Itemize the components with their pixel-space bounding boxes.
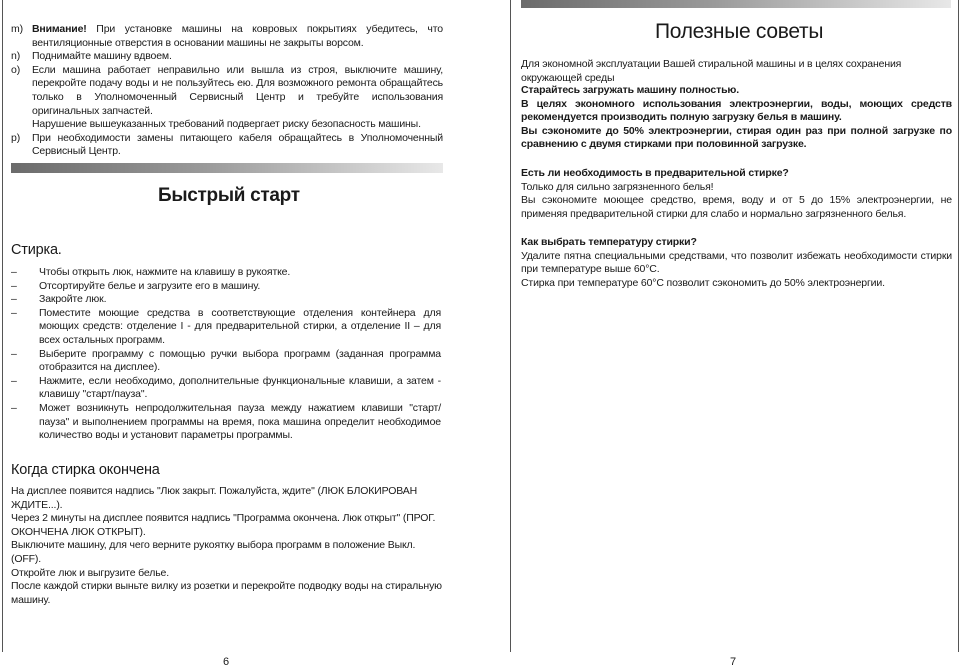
- tip-line: Только для сильно загрязненного белья!: [521, 180, 714, 193]
- wash-step-text: Может возникнуть непродолжительная пауза между нажатием клавиши "старт/пауза" и выполнением программы на время, пока машина определит необходимое количество воды и установит параметры программы.: [39, 401, 441, 442]
- warning-marker: n): [11, 50, 21, 63]
- done-line: Откройте люк и выгрузите белье.: [11, 566, 170, 579]
- right-page-border-left: [510, 0, 511, 652]
- page-number-left: 6: [223, 656, 230, 668]
- done-line: После каждой стирки выньте вилку из розетки и перекройте подводку воды на стиральную машину.: [11, 580, 442, 606]
- dash-marker: –: [11, 266, 17, 278]
- tip-line: Старайтесь загружать машину полностью.: [521, 84, 739, 96]
- warning-text: Поднимайте машину вдвоем.: [32, 50, 172, 63]
- tip-line: Удалите пятна специальными средствами, что позволит избежать необходимости стирки при температуре выше 60°C.: [521, 249, 952, 276]
- right-page: [480, 0, 960, 667]
- tip-full-load: [521, 84, 952, 152]
- tips-intro: Для экономной эксплуатации Вашей стиральной машины и в целях сохранения окружающей среды: [521, 58, 902, 84]
- tip-question: Как выбрать температуру стирки?: [521, 236, 697, 248]
- left-page: [0, 0, 480, 667]
- wash-step-item: [11, 307, 441, 348]
- wash-step-item: [11, 402, 441, 443]
- warning-text: При необходимости замены питающего кабеля обращайтесь в Уполномоченный Сервисный Центр.: [32, 131, 443, 158]
- wash-step-text: Поместите моющие средства в соответствующие отделения контейнера для моющих средств: отделение I - для предварительной стирки, а отделение II – для всех остальных программ.: [39, 306, 441, 346]
- done-line: Выключите машину, для чего верните рукоятку выбора программ в положение Выкл. (OFF).: [11, 539, 416, 565]
- tip-line: Вы сэкономите до 50% электроэнергии, стирая один раз при полной загрузке по сравнению с двумя стирками при половинной загрузке.: [521, 124, 952, 151]
- wash-step-text: Выберите программу с помощью ручки выбора программ (заданная программа отобразится на дисплее).: [39, 347, 441, 374]
- dash-marker: –: [11, 401, 17, 414]
- dash-marker: –: [11, 374, 17, 387]
- tip-prewash: [521, 167, 952, 221]
- wash-step-item: [11, 375, 441, 402]
- wash-step-text: Закройте люк.: [39, 293, 107, 306]
- tip-line: Стирка при температуре 60°C позволит сэкономить до 50% электроэнергии.: [521, 276, 885, 289]
- warning-text: При установке машины на ковровых покрытиях убедитесь, что вентиляционные отверстия в основании машины не закрыты ворсом.: [32, 23, 443, 49]
- risk-note: [11, 118, 443, 132]
- wash-steps-list: [11, 266, 441, 443]
- tips-title: Полезные советы: [655, 20, 824, 43]
- dash-marker: –: [11, 306, 17, 319]
- tip-line: В целях экономного использования электроэнергии, воды, моющих средств рекомендуется производить полную загрузку белья в машину.: [521, 97, 952, 124]
- top-divider-bar: [521, 0, 951, 8]
- wash-step-text: Нажмите, если необходимо, дополнительные функциональные клавиши, а затем - клавишу "старт/пауза".: [39, 374, 441, 401]
- wash-step-item: [11, 293, 441, 307]
- right-page-border-right: [958, 0, 959, 652]
- page-number-right: 7: [730, 656, 737, 668]
- done-line: На дисплее появится надпись "Люк закрыт. Пожалуйста, ждите" (ЛЮК БЛОКИРОВАН ЖДИТЕ...).: [11, 485, 418, 511]
- tip-question: Есть ли необходимость в предварительной стирке?: [521, 167, 789, 179]
- warnings-block: [11, 23, 443, 159]
- risk-note-text: Нарушение вышеуказанных требований подвергает риску безопасность машины.: [32, 118, 421, 131]
- wash-step-item: [11, 348, 441, 375]
- warning-marker: m): [11, 23, 23, 35]
- done-lines: [11, 485, 446, 607]
- wash-step-item: [11, 280, 441, 294]
- tip-line: Вы сэкономите моющее средство, время, воду и от 5 до 15% электроэнергии, не применяя предварительной стирки для слабо и нормально загрязненного белья.: [521, 194, 952, 220]
- wash-heading: Стирка.: [11, 242, 62, 258]
- wash-step-text: Отсортируйте белье и загрузите его в машину.: [39, 279, 261, 292]
- warning-marker: o): [11, 63, 21, 76]
- warning-attention: Внимание!: [32, 23, 87, 35]
- warning-marker: p): [11, 131, 21, 144]
- section-divider-bar: [11, 163, 443, 173]
- done-line: Через 2 минуты на дисплее появится надпись "Программа окончена. Люк открыт" (ПРОГ. ОКОНЧЕНА ЛЮК ОТКРЫТ).: [11, 512, 436, 538]
- warning-o: [11, 64, 443, 118]
- tip-temperature: [521, 236, 952, 290]
- warning-m: [11, 23, 443, 50]
- dash-marker: –: [11, 293, 17, 306]
- done-heading: Когда стирка окончена: [11, 462, 160, 478]
- wash-step-item: [11, 266, 441, 280]
- warning-n: [11, 50, 443, 64]
- left-page-border: [2, 0, 3, 652]
- warning-text: Если машина работает неправильно или вышла из строя, выключите машину, перекройте подачу воды и не пользуйтесь ею. Для возможного ремонта обращайтесь только в Уполномоченный Сервисный Центр и требуйте использования оригинальных запчастей.: [32, 63, 443, 117]
- dash-marker: –: [11, 279, 17, 292]
- dash-marker: –: [11, 347, 17, 360]
- wash-step-text: Чтобы открыть люк, нажмите на клавишу в рукоятке.: [39, 266, 291, 278]
- warning-p: [11, 132, 443, 159]
- quick-start-title: Быстрый старт: [158, 185, 300, 206]
